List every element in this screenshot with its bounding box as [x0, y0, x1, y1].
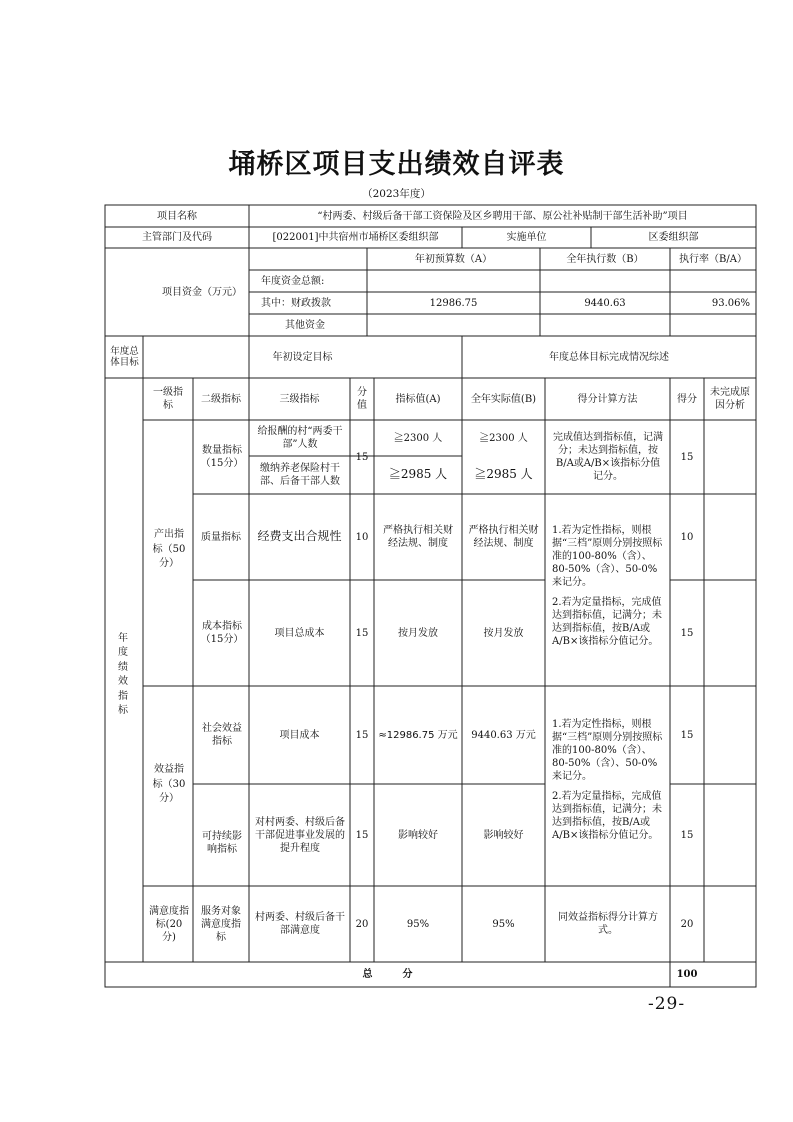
quantity-actual-2: ≧2985 人: [474, 467, 533, 482]
header-score: 得分: [677, 393, 697, 405]
quality-score: 10: [680, 531, 694, 543]
project-name-value: “村两委、村级后备干部工资保险及区乡聘用干部、原公社补贴制干部生活补助”项目: [317, 210, 688, 222]
sustain-target: 影响较好: [398, 829, 438, 841]
sustain-name: 可持续影响指标: [202, 831, 242, 855]
quantity-weight: 15: [355, 451, 369, 463]
funds-col-exec: 全年执行数（B）: [566, 253, 644, 265]
quality-weight: 10: [355, 531, 369, 543]
header-actual: 全年实际值(B): [470, 393, 537, 405]
dept-value: [022001]中共宿州市埇桥区委组织部: [272, 232, 439, 243]
sustain-weight: 15: [355, 829, 369, 841]
benefit-label: 效益指标（30分）: [152, 764, 186, 805]
goals-label: 年度总体目标: [110, 345, 139, 368]
satisfaction-actual: 95%: [492, 918, 515, 930]
quantity-target-2: ≧2985 人: [388, 467, 448, 482]
sustain-item: 对村两委、村级后备干部促进事业发展的提升程度: [255, 816, 345, 854]
cost-target: 按月发放: [398, 627, 438, 639]
header-method: 得分计算方法: [577, 393, 638, 405]
funds-label: 项目资金（万元）: [162, 286, 242, 298]
output-label: 产出指标（50分）: [152, 529, 186, 570]
header-level1: 一级指标: [153, 387, 183, 411]
benefit-method-qualitative: 1.若为定性指标，则根据“三档”原则分别按照标准的100-80%（含）、80-50%（含）、50-0%来记分。: [552, 719, 663, 782]
benefit-method-quantitative: 2.若为定量指标，完成值达到指标值，记满分；未达到指标值，按B/A或A/B×该指标分值记分。: [552, 791, 662, 841]
social-name: 社会效益指标: [202, 723, 242, 747]
report-year: （2023年度）: [362, 188, 431, 200]
funds-col-rate: 执行率（B/A）: [679, 253, 747, 265]
funds-row-fiscal: 其中：财政拨款: [261, 297, 331, 309]
page-number: -29-: [648, 994, 686, 1014]
quantity-name: 数量指标（15分）: [200, 445, 244, 469]
quality-name: 质量指标: [201, 531, 241, 543]
header-weight: 分值: [357, 387, 367, 411]
output-method-quantitative: 2.若为定量指标，完成值达到指标值，记满分；未达到指标值，按B/A或A/B×该指标分值记分。: [552, 597, 662, 647]
quantity-item-2: 缴纳养老保险村干部、后备干部人数: [260, 463, 340, 487]
fiscal-rate-value: 93.06%: [711, 297, 750, 309]
social-item: 项目成本: [279, 729, 320, 741]
quantity-actual-1: ≧2300 人: [479, 432, 528, 444]
cost-item: 项目总成本: [274, 627, 325, 639]
header-target: 指标值(A): [395, 393, 441, 405]
goals-initial: 年初设定目标: [272, 351, 333, 363]
satisfaction-label: 满意度指标(20分): [149, 905, 189, 943]
satisfaction-item: 村两委、村级后备干部满意度: [255, 912, 345, 936]
goals-completion: 年度总体目标完成情况综述: [549, 351, 669, 363]
total-score: 100: [676, 969, 698, 980]
quantity-target-1: ≧2300 人: [393, 432, 443, 444]
fiscal-budget-value: 12986.75: [429, 297, 478, 309]
project-name-label: 项目名称: [157, 210, 197, 222]
quality-item: 经费支出合规性: [257, 529, 342, 544]
sustain-actual: 影响较好: [483, 829, 524, 841]
quantity-item-1: 给报酬的村“两委干部”人数: [257, 426, 343, 450]
social-weight: 15: [355, 729, 369, 741]
satisfaction-weight: 20: [355, 918, 369, 930]
cost-score: 15: [680, 627, 694, 639]
total-label: 总 分: [362, 969, 413, 980]
quality-actual: 严格执行相关财经法规、制度: [468, 525, 539, 549]
header-level3: 三级指标: [279, 393, 320, 405]
impl-unit-label: 实施单位: [506, 232, 547, 243]
dept-label: 主管部门及代码: [142, 232, 212, 243]
satisfaction-name: 服务对象满意度指标: [201, 905, 241, 943]
header-level2: 二级指标: [201, 393, 241, 405]
page-title: 埇桥区项目支出绩效自评表: [228, 149, 565, 180]
cost-actual: 按月发放: [483, 627, 524, 639]
funds-row-other: 其他资金: [285, 319, 325, 331]
quality-target: 严格执行相关财经法规、制度: [383, 525, 453, 549]
impl-unit-value: 区委组织部: [648, 232, 699, 243]
social-actual: 9440.63 万元: [471, 729, 536, 741]
social-score: 15: [680, 729, 694, 741]
fiscal-exec-value: 9440.63: [584, 297, 626, 309]
quantity-method: 完成值达到指标值，记满分；未达到指标值，按B/A或A/B×该指标分值记分。: [553, 432, 663, 482]
header-reason: 未完成原因分析: [710, 387, 750, 411]
satisfaction-score: 20: [680, 918, 694, 930]
cost-name: 成本指标（15分）: [200, 621, 244, 645]
social-target: ≈12986.75 万元: [378, 729, 458, 741]
satisfaction-target: 95%: [406, 918, 430, 930]
output-method-qualitative: 1.若为定性指标，则根据“三档”原则分别按照标准的100-80%（含）、80-50%（含）、50-0%来记分。: [552, 525, 663, 588]
funds-col-budget: 年初预算数（A）: [414, 253, 493, 265]
cost-weight: 15: [355, 627, 369, 639]
satisfaction-method: 同效益指标得分计算方式。: [558, 912, 658, 936]
quantity-score: 15: [680, 451, 694, 463]
performance-side-label: 年度绩效指标: [118, 632, 128, 716]
funds-row-total: 年度资金总额:: [261, 275, 325, 287]
sustain-score: 15: [680, 829, 694, 841]
